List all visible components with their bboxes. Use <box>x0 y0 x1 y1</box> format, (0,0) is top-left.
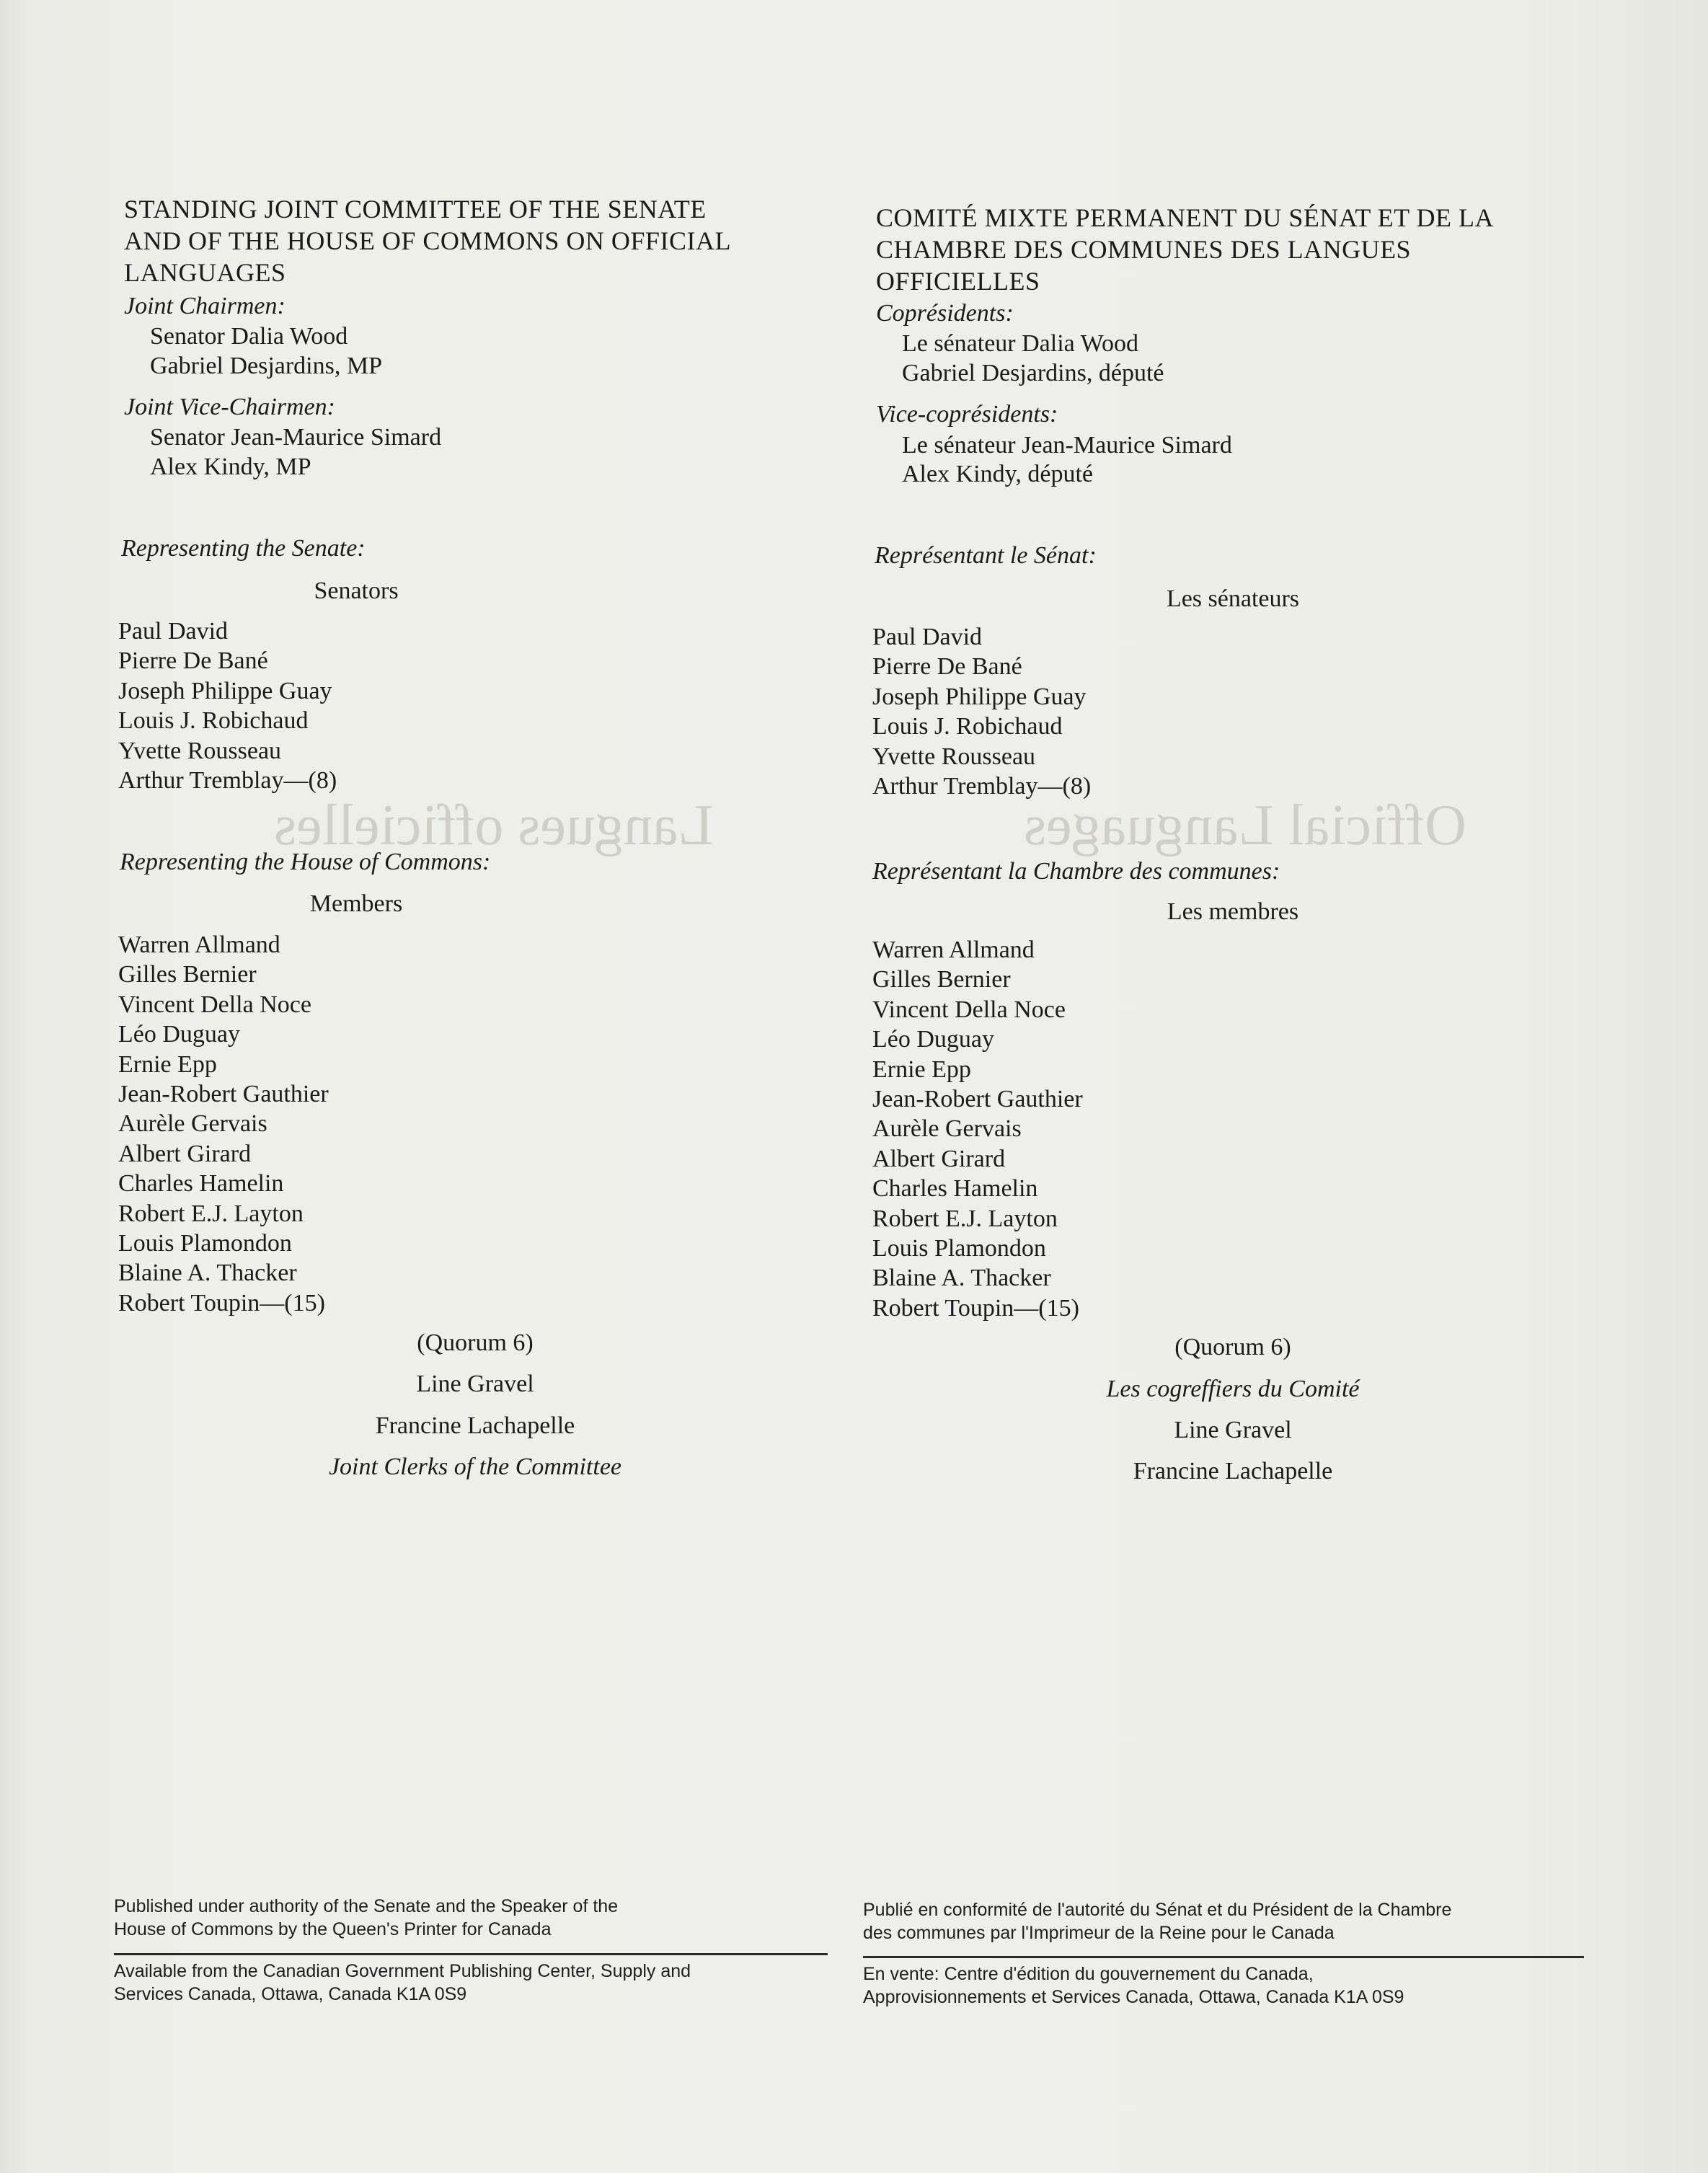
clerks-label-fr: Les cogreffiers du Comité <box>1106 1376 1360 1402</box>
list-item: Robert Toupin—(15) <box>118 1289 325 1316</box>
list-item: Joseph Philippe Guay <box>118 677 332 704</box>
chairman-name: Gabriel Desjardins, MP <box>150 353 383 379</box>
list-item: Robert E.J. Layton <box>872 1205 1058 1232</box>
quorum: (Quorum 6) <box>417 1329 534 1356</box>
show-through-text: Official Languages <box>1024 794 1466 857</box>
list-item: Louis J. Robichaud <box>118 707 309 735</box>
list-item: Warren Allmand <box>872 937 1035 963</box>
list-item: Albert Girard <box>118 1140 252 1167</box>
vice-copresident-name: Alex Kindy, député <box>902 461 1094 487</box>
availability-notice-en: Available from the Canadian Government Publishing Center, Supply and Services Canada, Ottawa, Canada K1A 0S9 <box>114 1961 691 2004</box>
committee-title-fr: COMITÉ MIXTE PERMANENT DU SÉNAT ET DE LA CHAMBRE DES COMMUNES DES LANGUES OFFICIELLES <box>876 203 1494 296</box>
list-item: Louis Plamondon <box>118 1230 292 1257</box>
list-item: Joseph Philippe Guay <box>872 683 1087 710</box>
copresidents-label: Coprésidents: <box>876 300 1014 327</box>
list-item: Jean-Robert Gauthier <box>872 1086 1083 1113</box>
list-item: Paul David <box>118 618 229 645</box>
senators-heading-fr: Les sénateurs <box>1166 585 1300 612</box>
chairman-name: Senator Dalia Wood <box>150 323 348 350</box>
representing-senate-label-fr: Représentant le Sénat: <box>875 542 1097 569</box>
list-item: Louis Plamondon <box>872 1235 1046 1262</box>
publication-notice-fr: Publié en conformité de l'autorité du Sénat et du Président de la Chambre des communes par l'Imprimeur de la Reine pour le Canada <box>863 1900 1452 1943</box>
clerk-name: Francine Lachapelle <box>1133 1458 1333 1484</box>
list-item: Jean-Robert Gauthier <box>118 1081 329 1108</box>
vice-copresidents-label: Vice-coprésidents: <box>876 401 1058 428</box>
vice-copresident-name: Le sénateur Jean-Maurice Simard <box>902 432 1232 459</box>
list-item: Vincent Della Noce <box>872 996 1066 1023</box>
list-item: Yvette Rousseau <box>872 743 1036 770</box>
copresident-name: Gabriel Desjardins, député <box>902 360 1164 386</box>
list-item: Pierre De Bané <box>872 653 1022 681</box>
committee-title-en: STANDING JOINT COMMITTEE OF THE SENATE AND OF THE HOUSE OF COMMONS ON OFFICIAL LANGUAGES <box>124 195 731 287</box>
show-through-text: Langues officielles <box>274 794 714 857</box>
list-item: Warren Allmand <box>118 931 280 958</box>
list-item: Robert Toupin—(15) <box>872 1294 1079 1322</box>
list-item: Gilles Bernier <box>872 966 1011 993</box>
clerk-name: Line Gravel <box>416 1371 534 1397</box>
joint-chairmen-label: Joint Chairmen: <box>124 293 286 319</box>
copresident-name: Le sénateur Dalia Wood <box>902 330 1139 357</box>
senators-list <box>118 616 337 795</box>
members-list <box>118 930 329 1318</box>
divider <box>114 1953 828 1955</box>
members-heading-fr: Les membres <box>1167 898 1299 925</box>
list-item: Albert Girard <box>872 1145 1006 1172</box>
senators-heading: Senators <box>314 577 399 604</box>
list-item: Léo Duguay <box>872 1026 995 1053</box>
list-item: Aurèle Gervais <box>872 1115 1022 1143</box>
divider <box>863 1956 1584 1958</box>
list-item: Aurèle Gervais <box>118 1110 267 1138</box>
list-item: Pierre De Bané <box>118 647 268 675</box>
joint-vice-chairmen-label: Joint Vice-Chairmen: <box>124 394 336 420</box>
list-item: Louis J. Robichaud <box>872 713 1063 740</box>
availability-notice-fr: En vente: Centre d'édition du gouvernement du Canada, Approvisionnements et Services Canada, Ottawa, Canada K1A 0S9 <box>863 1964 1404 2007</box>
members-list-fr <box>872 935 1083 1323</box>
list-item: Robert E.J. Layton <box>118 1200 304 1227</box>
list-item: Charles Hamelin <box>118 1170 284 1198</box>
list-item: Blaine A. Thacker <box>118 1260 297 1287</box>
list-item: Ernie Epp <box>872 1055 971 1083</box>
list-item: Blaine A. Thacker <box>872 1265 1051 1292</box>
list-item: Léo Duguay <box>118 1021 241 1048</box>
representing-senate-label: Representing the Senate: <box>121 535 366 562</box>
list-item: Paul David <box>872 624 983 650</box>
list-item: Ernie Epp <box>118 1050 217 1078</box>
vice-chairman-name: Alex Kindy, MP <box>150 453 311 480</box>
list-item: Arthur Tremblay—(8) <box>118 767 337 795</box>
clerk-name: Francine Lachapelle <box>375 1412 575 1439</box>
publication-notice-en: Published under authority of the Senate and the Speaker of the House of Commons by the Queen's Printer for Canada <box>114 1896 619 1939</box>
list-item: Yvette Rousseau <box>118 737 282 764</box>
clerk-name: Line Gravel <box>1174 1417 1292 1443</box>
representing-commons-label-fr: Représentant la Chambre des communes: <box>872 858 1280 885</box>
senators-list-fr <box>872 622 1091 801</box>
list-item: Charles Hamelin <box>872 1175 1038 1203</box>
members-heading: Members <box>309 890 403 917</box>
clerks-label: Joint Clerks of the Committee <box>328 1453 622 1480</box>
list-item: Gilles Bernier <box>118 961 257 988</box>
representing-commons-label: Representing the House of Commons: <box>120 849 491 875</box>
quorum-fr: (Quorum 6) <box>1174 1334 1291 1360</box>
list-item: Vincent Della Noce <box>118 991 311 1018</box>
list-item: Arthur Tremblay—(8) <box>872 773 1092 800</box>
vice-chairman-name: Senator Jean-Maurice Simard <box>150 424 442 451</box>
